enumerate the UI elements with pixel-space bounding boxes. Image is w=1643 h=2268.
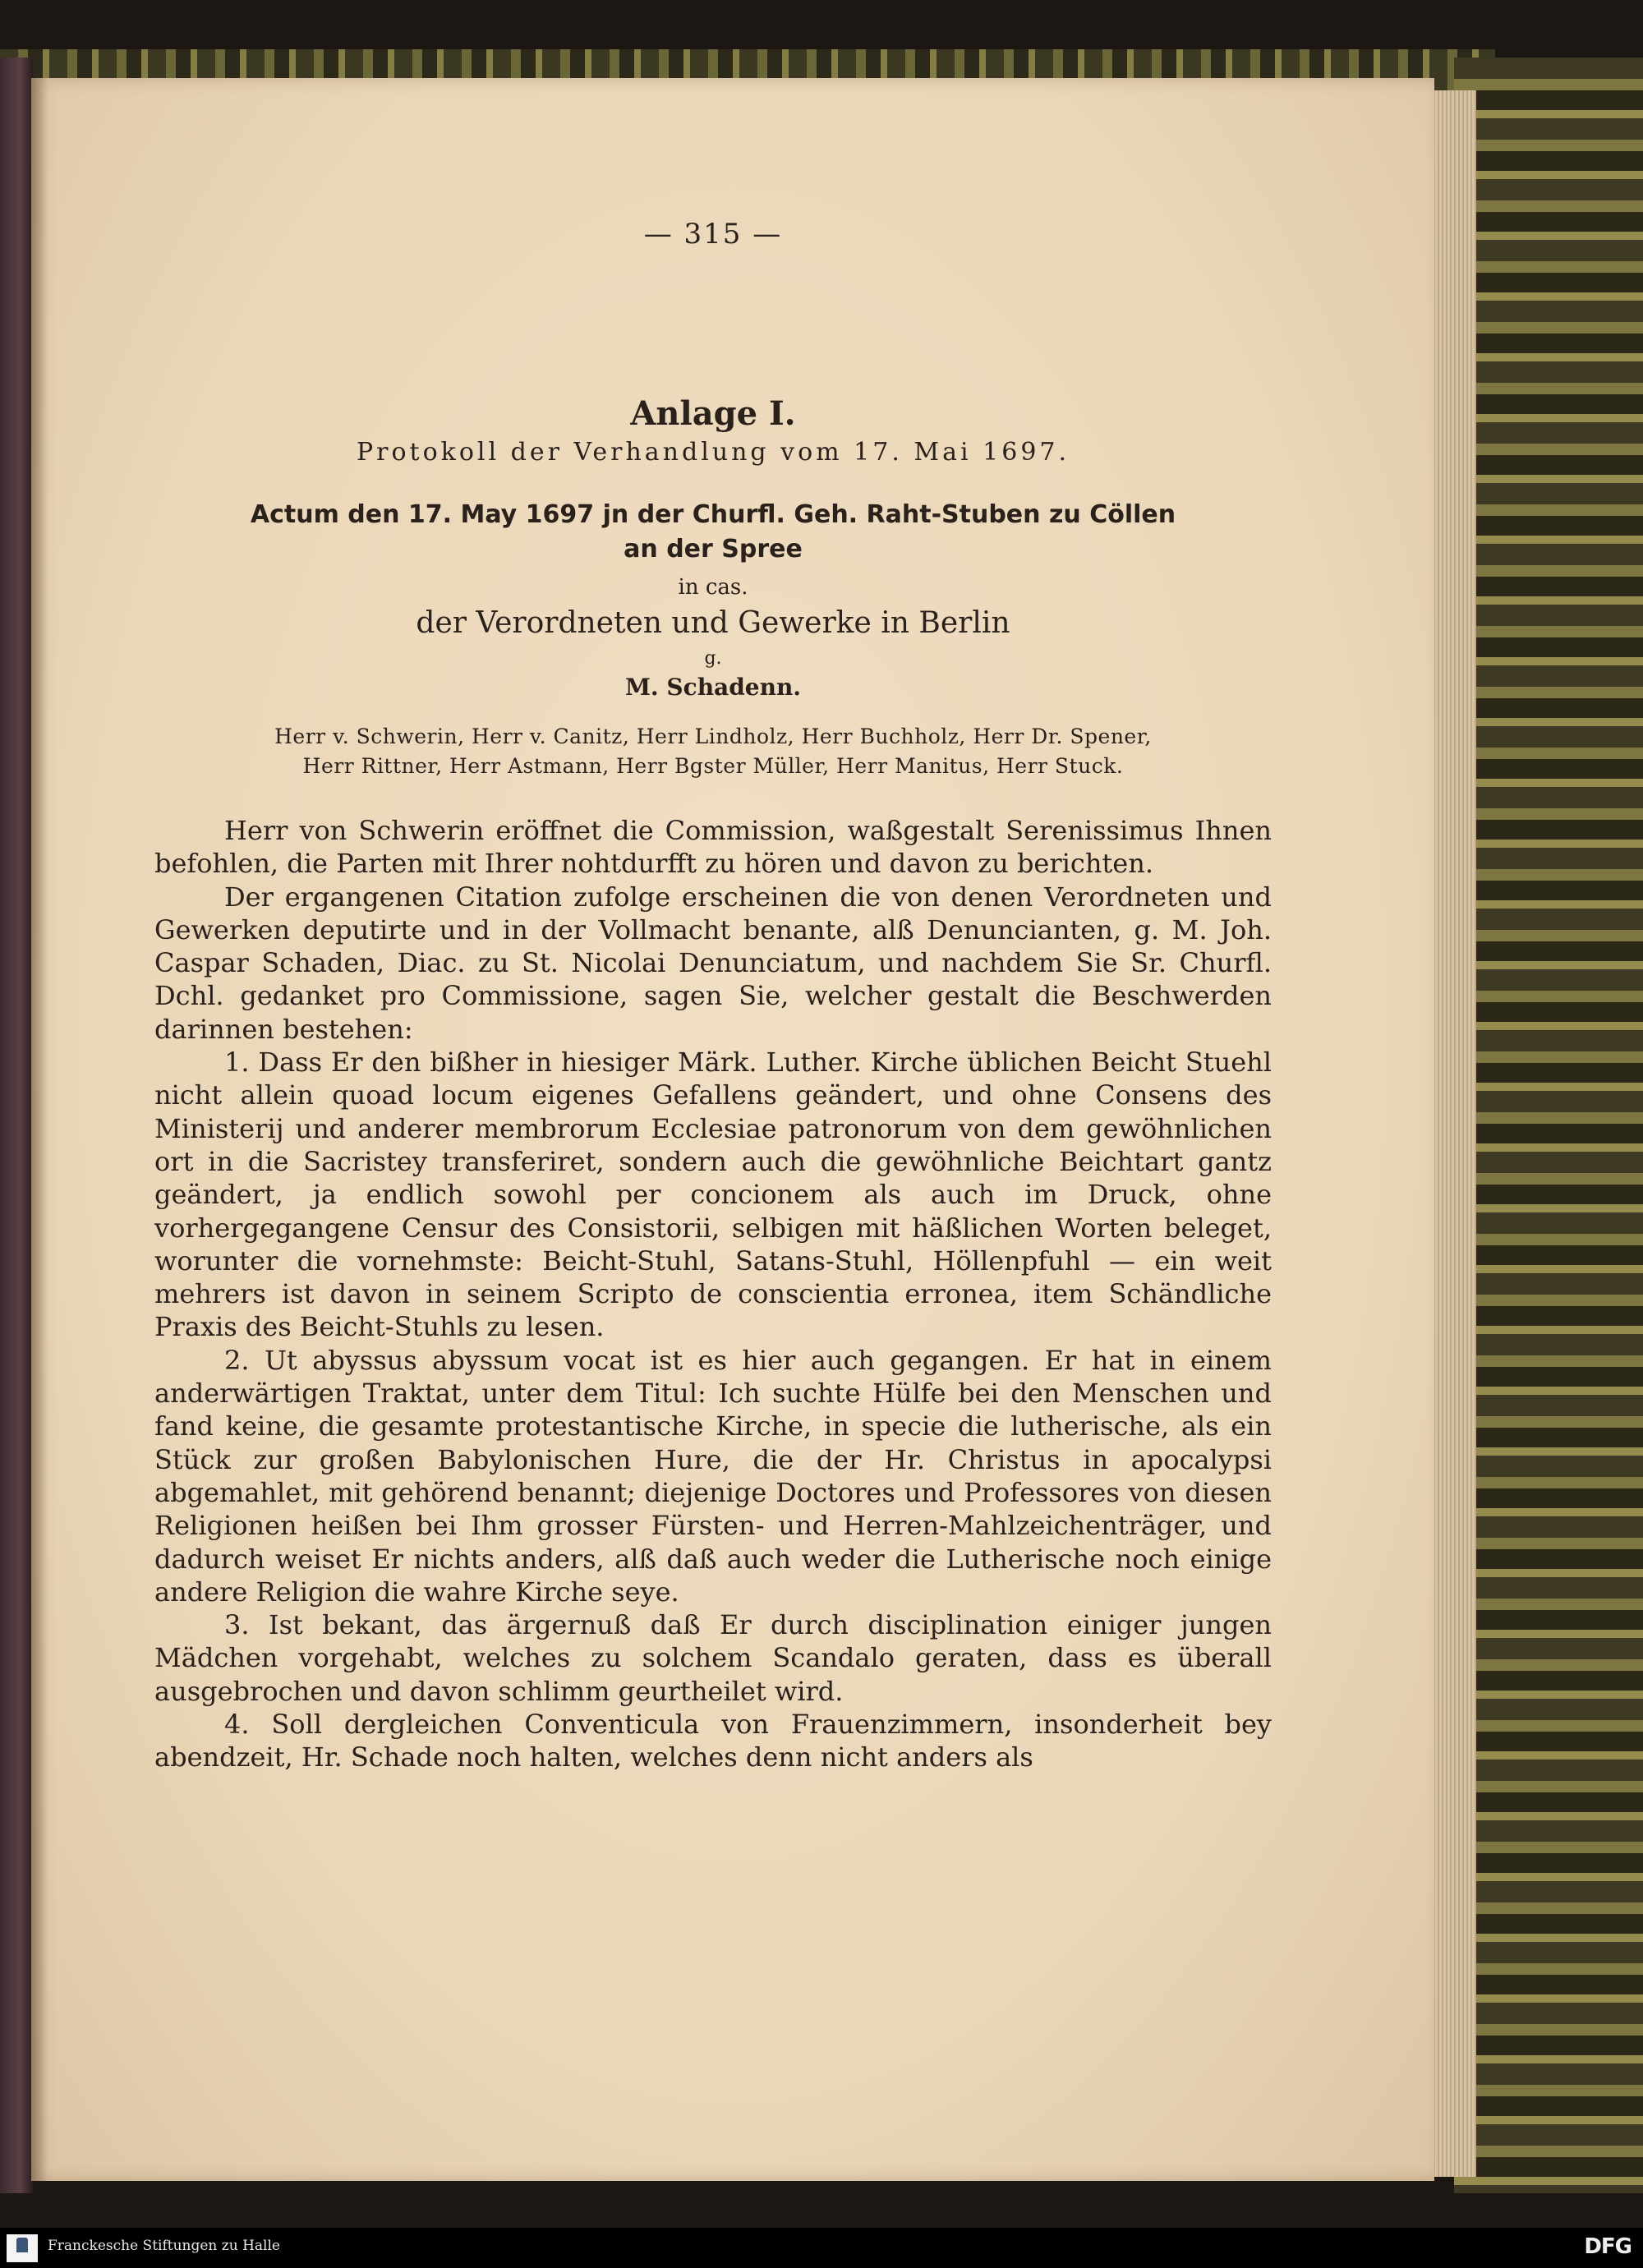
page-text-block (154, 218, 1272, 1774)
protocol-body (154, 814, 1272, 1774)
page-gutter-shadow (31, 78, 48, 2181)
in-cas-label: in cas. (678, 575, 748, 600)
participants-list (154, 722, 1272, 781)
participants-line-2: Herr Rittner, Herr Astmann, Herr Bgster Müller, Herr Manitus, Herr Stuck. (302, 754, 1124, 778)
page-edges (1429, 90, 1476, 2177)
defendant-name: M. Schadenn. (624, 674, 802, 701)
section-title: Anlage I. (630, 394, 796, 433)
dfg-logo: DFG (1584, 2234, 1631, 2259)
actum-line-1: Actum den 17. May 1697 jn der Churfl. Geh. Raht-Stuben zu Cöllen (250, 500, 1176, 529)
paragraph: Der ergangenen Citation zufolge erscheinen die von denen Verordneten und Gewerken deputirte und in der Vollmacht benante, alß Denuncianten, g. M. Joh. Caspar Schaden, Diac. zu St. Nicolai Denunciatum, und nachdem Sie Sr. Churfl. Dchl. gedanket pro Commissione, sagen Sie, welcher gestalt die Beschwerden darinnen bestehen: (154, 881, 1272, 1045)
paragraph: 3. Ist bekant, das ärgernuß daß Er durch disciplination einiger jungen Mädchen vorgehabt, welches zu solchem Scandalo geraten, dass es überall ausgebrochen und davon schlimm geurtheilet wird. (154, 1609, 1272, 1707)
institution-logo-icon (7, 2234, 38, 2262)
book-cover-left-edge (0, 58, 33, 2193)
versus-label: g. (704, 648, 722, 669)
section-subtitle: Protokoll der Verhandlung vom 17. Mai 1697. (356, 438, 1070, 467)
actum-line-2: an der Spree (624, 535, 803, 564)
actum-heading (154, 498, 1272, 567)
viewer-footer-bar (0, 2228, 1643, 2268)
page-number: — 315 — (643, 218, 783, 251)
institution-name: Franckesche Stiftungen zu Halle (48, 2238, 280, 2254)
book-page (31, 78, 1434, 2181)
parties-line: der Verordneten und Gewerke in Berlin (416, 606, 1010, 640)
paragraph: 2. Ut abyssus abyssum vocat ist es hier auch gegangen. Er hat in einem anderwärtigen Traktat, unter dem Titul: Ich suchte Hülfe bei den Menschen und fand keine, die gesamte protestantische Kirche, in specie die lutherische, als ein Stück zur großen Babylonischen Hure, die der Hr. Christus in apocalypsi abgemahlet, mit gehörend benannt; diejenige Doctores und Professores von diesen Religionen heißen bei Ihm grosser Fürsten- und Herren-Mahlzeichenträger, und dadurch weiset Er nichts anders, alß daß auch weder die Lutherische noch einige andere Religion die wahre Kirche seye. (154, 1344, 1272, 1608)
participants-line-1: Herr v. Schwerin, Herr v. Canitz, Herr Lindholz, Herr Buchholz, Herr Dr. Spener, (274, 725, 1152, 748)
paragraph: Herr von Schwerin eröffnet die Commission, waßgestalt Serenissimus Ihnen befohlen, die Parten mit Ihrer nohtdurfft zu hören und davon zu berichten. (154, 815, 1272, 880)
paragraph: 1. Dass Er den bißher in hiesiger Märk. Luther. Kirche üblichen Beicht Stuehl nicht allein quoad locum eigenes Gefallens geändert, und ohne Consens des Ministerij und anderer membrorum Ecclesiae patronorum von dem gewöhnlichen ort in die Sacristey transferiret, sondern auch die gewöhnliche Beichtart gantz geändert, ja endlich sowohl per concionem als auch im Druck, ohne vorhergegangene Censur des Consistorii, selbigen mit häßlichen Worten beleget, worunter die vornehmste: Beicht-Stuhl, Satans-Stuhl, Höllenpfuhl — ein weit mehrers ist davon in seinem Scripto de conscientia erronea, item Schändliche Praxis des Beicht-Stuhls zu lesen. (154, 1047, 1272, 1343)
book-cover-right-edge (1454, 58, 1643, 2193)
paragraph: 4. Soll dergleichen Conventicula von Frauenzimmern, insonderheit bey abendzeit, Hr. Schade noch halten, welches denn nicht anders als (154, 1709, 1272, 1773)
